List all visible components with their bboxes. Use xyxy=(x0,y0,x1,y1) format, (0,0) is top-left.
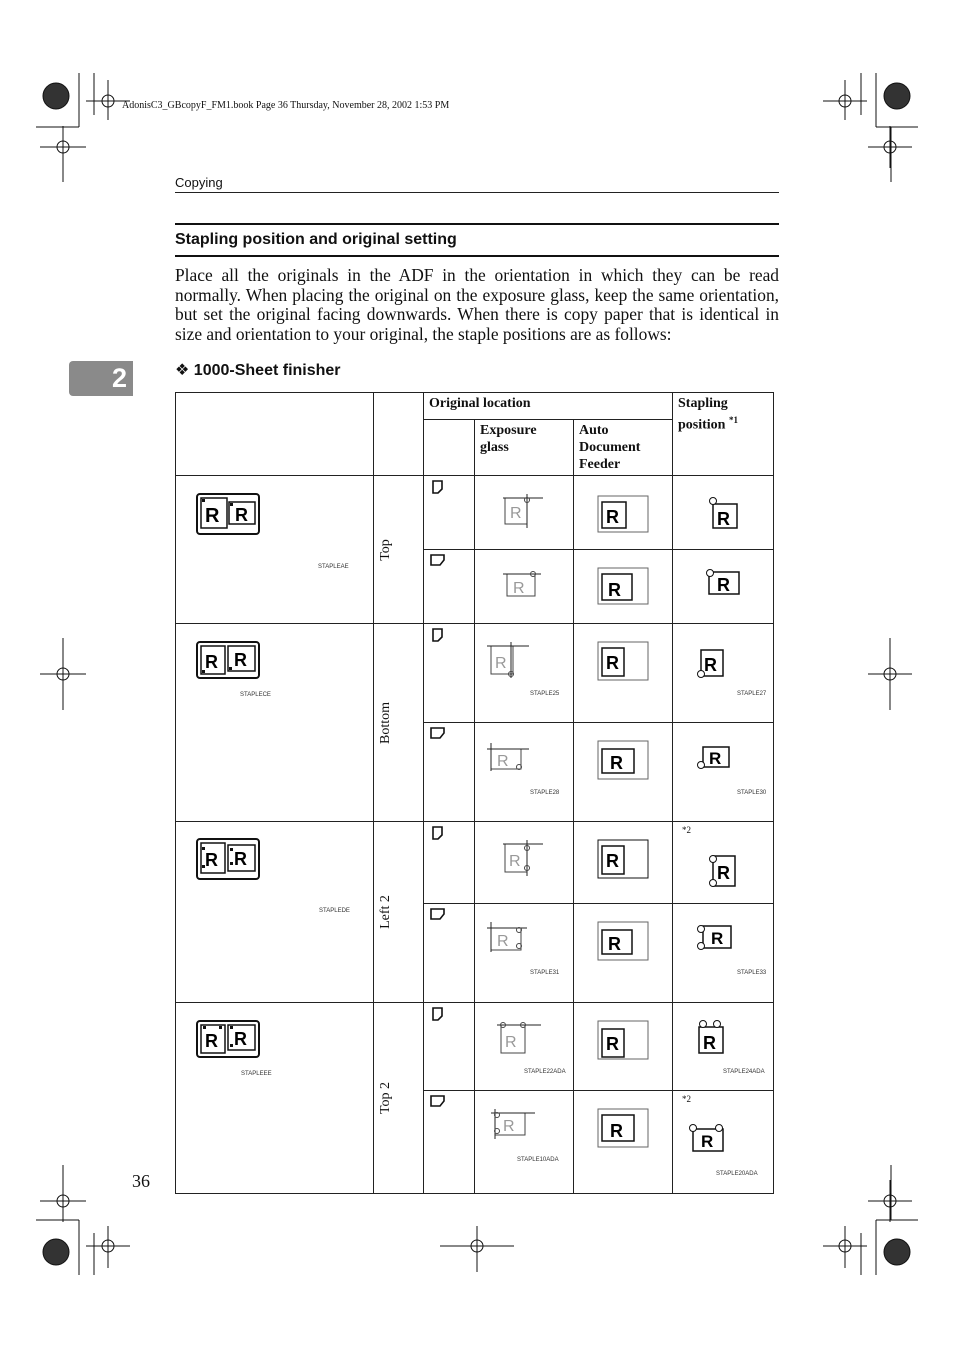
header-blank-cell xyxy=(374,393,424,476)
orientation-cell xyxy=(424,476,475,550)
svg-text:R: R xyxy=(606,507,619,527)
glass-diagram-icon xyxy=(501,566,549,602)
svg-text:R: R xyxy=(234,849,247,869)
section-title: Stapling position and original setting xyxy=(175,231,457,248)
section-rule-bottom xyxy=(175,255,779,257)
adf-diagram-icon xyxy=(596,838,652,882)
adf-cell xyxy=(574,1003,673,1091)
svg-text:R: R xyxy=(717,509,730,529)
svg-text:R: R xyxy=(703,1033,716,1053)
svg-text:R: R xyxy=(205,652,218,672)
mode-icon-cell xyxy=(176,1003,374,1194)
glass-diagram-icon xyxy=(485,920,533,956)
group-label: Bottom xyxy=(378,701,393,744)
exposure-glass-cell xyxy=(475,550,574,624)
svg-text:R: R xyxy=(606,653,619,673)
glass-code: STAPLE10ADA xyxy=(517,1157,559,1163)
icon-code: STAPLEDE xyxy=(319,908,350,914)
icon-code: STAPLECE xyxy=(240,692,271,698)
group-label-cell xyxy=(374,1003,424,1194)
stapling-position-label: Stapling position xyxy=(678,396,728,433)
staple-position-cell xyxy=(673,904,774,1003)
group-label: Top xyxy=(378,538,393,561)
svg-text:R: R xyxy=(497,753,509,770)
adf-cell xyxy=(574,904,673,1003)
svg-text:R: R xyxy=(711,929,724,948)
subsection-title-text: 1000-Sheet finisher xyxy=(193,362,341,379)
portrait-paper-icon xyxy=(432,1007,444,1021)
exposure-glass-cell xyxy=(475,624,574,723)
orientation-cell xyxy=(424,550,475,624)
staple-position-cell xyxy=(673,723,774,822)
svg-text:R: R xyxy=(608,934,621,954)
svg-text:R: R xyxy=(234,1029,247,1049)
staple-code: STAPLE24ADA xyxy=(723,1069,765,1075)
book-file-info: AdonisC3_GBcopyF_FM1.book Page 36 Thursday, November 28, 2002 1:53 PM xyxy=(122,100,450,111)
glass-diagram-icon xyxy=(485,739,533,775)
staple-top2-mode-icon xyxy=(196,1020,260,1058)
svg-text:R: R xyxy=(205,1031,218,1051)
glass-diagram-icon xyxy=(495,1019,543,1059)
group-label: Top 2 xyxy=(378,1081,393,1115)
adf-diagram-icon xyxy=(596,566,652,608)
adf-cell xyxy=(574,822,673,904)
staple-position-cell xyxy=(673,1091,774,1194)
icon-code: STAPLEEE xyxy=(241,1071,272,1077)
adf-diagram-icon xyxy=(596,1019,652,1061)
adf-diagram-icon xyxy=(596,739,652,781)
staple-position-cell xyxy=(673,1003,774,1091)
portrait-paper-icon xyxy=(432,826,444,840)
footnote-note: *2 xyxy=(682,825,691,835)
exposure-glass-cell xyxy=(475,904,574,1003)
staple-left2-mode-icon xyxy=(196,838,260,880)
orientation-cell xyxy=(424,904,475,1003)
staple-diagram-icon xyxy=(703,566,747,598)
landscape-paper-icon xyxy=(430,554,445,566)
glass-code: STAPLE31 xyxy=(530,970,560,976)
group-label-cell xyxy=(374,822,424,1003)
header-rule xyxy=(175,192,779,193)
svg-text:R: R xyxy=(709,749,722,768)
staple-bottom-mode-icon xyxy=(196,641,260,679)
svg-text:R: R xyxy=(610,1121,623,1141)
mode-icon-cell xyxy=(176,624,374,822)
glass-diagram-icon xyxy=(501,494,549,530)
portrait-paper-icon xyxy=(432,480,444,494)
staple-position-cell xyxy=(673,550,774,624)
exposure-glass-cell xyxy=(475,1091,574,1194)
section-rule-top xyxy=(175,223,779,225)
svg-text:R: R xyxy=(503,1118,515,1135)
group-label-cell xyxy=(374,624,424,822)
adf-cell xyxy=(574,1091,673,1194)
staple-diagram-icon xyxy=(695,646,735,682)
footnote-ref: *1 xyxy=(728,415,738,425)
landscape-paper-icon xyxy=(430,727,445,739)
orientation-cell xyxy=(424,1091,475,1194)
group-label-cell xyxy=(374,476,424,624)
adf-diagram-icon xyxy=(596,1107,652,1149)
mode-icon-cell xyxy=(176,476,374,624)
exposure-glass-cell xyxy=(475,723,574,822)
staple-diagram-icon xyxy=(693,1019,733,1059)
adf-cell xyxy=(574,550,673,624)
svg-text:R: R xyxy=(497,933,509,950)
exposure-glass-header: Exposure glass xyxy=(475,420,574,476)
staple-diagram-icon xyxy=(695,743,739,773)
landscape-paper-icon xyxy=(430,908,445,920)
staple-code: STAPLE30 xyxy=(737,790,767,796)
svg-text:R: R xyxy=(606,1034,619,1054)
svg-text:R: R xyxy=(505,1034,517,1051)
staple-diagram-icon xyxy=(695,922,741,956)
svg-text:R: R xyxy=(205,850,218,870)
adf-diagram-icon xyxy=(596,920,652,962)
orientation-cell xyxy=(424,723,475,822)
svg-text:R: R xyxy=(610,753,623,773)
orientation-cell xyxy=(424,1003,475,1091)
svg-text:R: R xyxy=(509,853,521,870)
adf-header: Auto Document Feeder xyxy=(574,420,673,476)
icon-code: STAPLEAE xyxy=(318,564,349,570)
svg-text:R: R xyxy=(510,505,522,522)
subsection-title xyxy=(175,360,341,380)
adf-diagram-icon xyxy=(596,640,652,682)
staple-position-cell xyxy=(673,822,774,904)
exposure-glass-cell xyxy=(475,476,574,550)
page-number: 36 xyxy=(132,1171,150,1191)
staple-position-table xyxy=(175,392,774,1194)
footnote-note: *2 xyxy=(682,1094,691,1104)
staple-diagram-icon xyxy=(707,852,747,892)
landscape-paper-icon xyxy=(430,1095,445,1107)
adf-cell xyxy=(574,624,673,723)
header-blank-cell xyxy=(424,420,475,476)
exposure-glass-cell xyxy=(475,1003,574,1091)
portrait-paper-icon xyxy=(432,628,444,642)
chapter-tab: 2 xyxy=(69,361,133,396)
svg-text:R: R xyxy=(608,580,621,600)
svg-text:R: R xyxy=(606,851,619,871)
staple-diagram-icon xyxy=(707,496,747,532)
header-blank-cell xyxy=(176,393,374,476)
staple-position-cell xyxy=(673,476,774,550)
diamond-bullet-icon: ❖ xyxy=(175,362,190,379)
mode-icon-cell xyxy=(176,822,374,1003)
glass-diagram-icon xyxy=(489,1107,539,1143)
group-label: Left 2 xyxy=(378,895,393,929)
running-head: Copying xyxy=(175,175,223,190)
adf-diagram-icon xyxy=(596,494,652,536)
adf-cell xyxy=(574,723,673,822)
staple-position-cell xyxy=(673,624,774,723)
svg-text:R: R xyxy=(205,505,220,527)
original-location-header: Original location xyxy=(424,393,673,420)
svg-text:R: R xyxy=(495,655,507,672)
staple-code: STAPLE20ADA xyxy=(716,1171,758,1177)
glass-code: STAPLE28 xyxy=(530,790,560,796)
glass-diagram-icon xyxy=(485,640,533,680)
svg-text:R: R xyxy=(513,580,525,597)
svg-text:R: R xyxy=(234,650,247,670)
staple-diagram-icon xyxy=(687,1121,733,1155)
svg-text:R: R xyxy=(717,863,730,883)
stapling-position-header xyxy=(673,393,774,476)
glass-code: STAPLE25 xyxy=(530,691,560,697)
adf-cell xyxy=(574,476,673,550)
staple-top-mode-icon xyxy=(196,493,260,535)
svg-text:R: R xyxy=(717,575,730,595)
svg-text:R: R xyxy=(701,1132,714,1151)
glass-code: STAPLE22ADA xyxy=(524,1069,566,1075)
orientation-cell xyxy=(424,624,475,723)
body-paragraph: Place all the originals in the ADF in the orientation in which they can be read normally. When placing the original on the exposure glass, keep the same orientation, but set the original facing downwards. When there is copy paper that is identical in size and orientation to your original, the staple positions are as follows: xyxy=(175,265,779,344)
staple-code: STAPLE33 xyxy=(737,970,767,976)
svg-text:R: R xyxy=(235,505,248,525)
glass-diagram-icon xyxy=(501,838,549,878)
exposure-glass-cell xyxy=(475,822,574,904)
svg-text:R: R xyxy=(704,655,717,675)
orientation-cell xyxy=(424,822,475,904)
staple-code: STAPLE27 xyxy=(737,691,767,697)
